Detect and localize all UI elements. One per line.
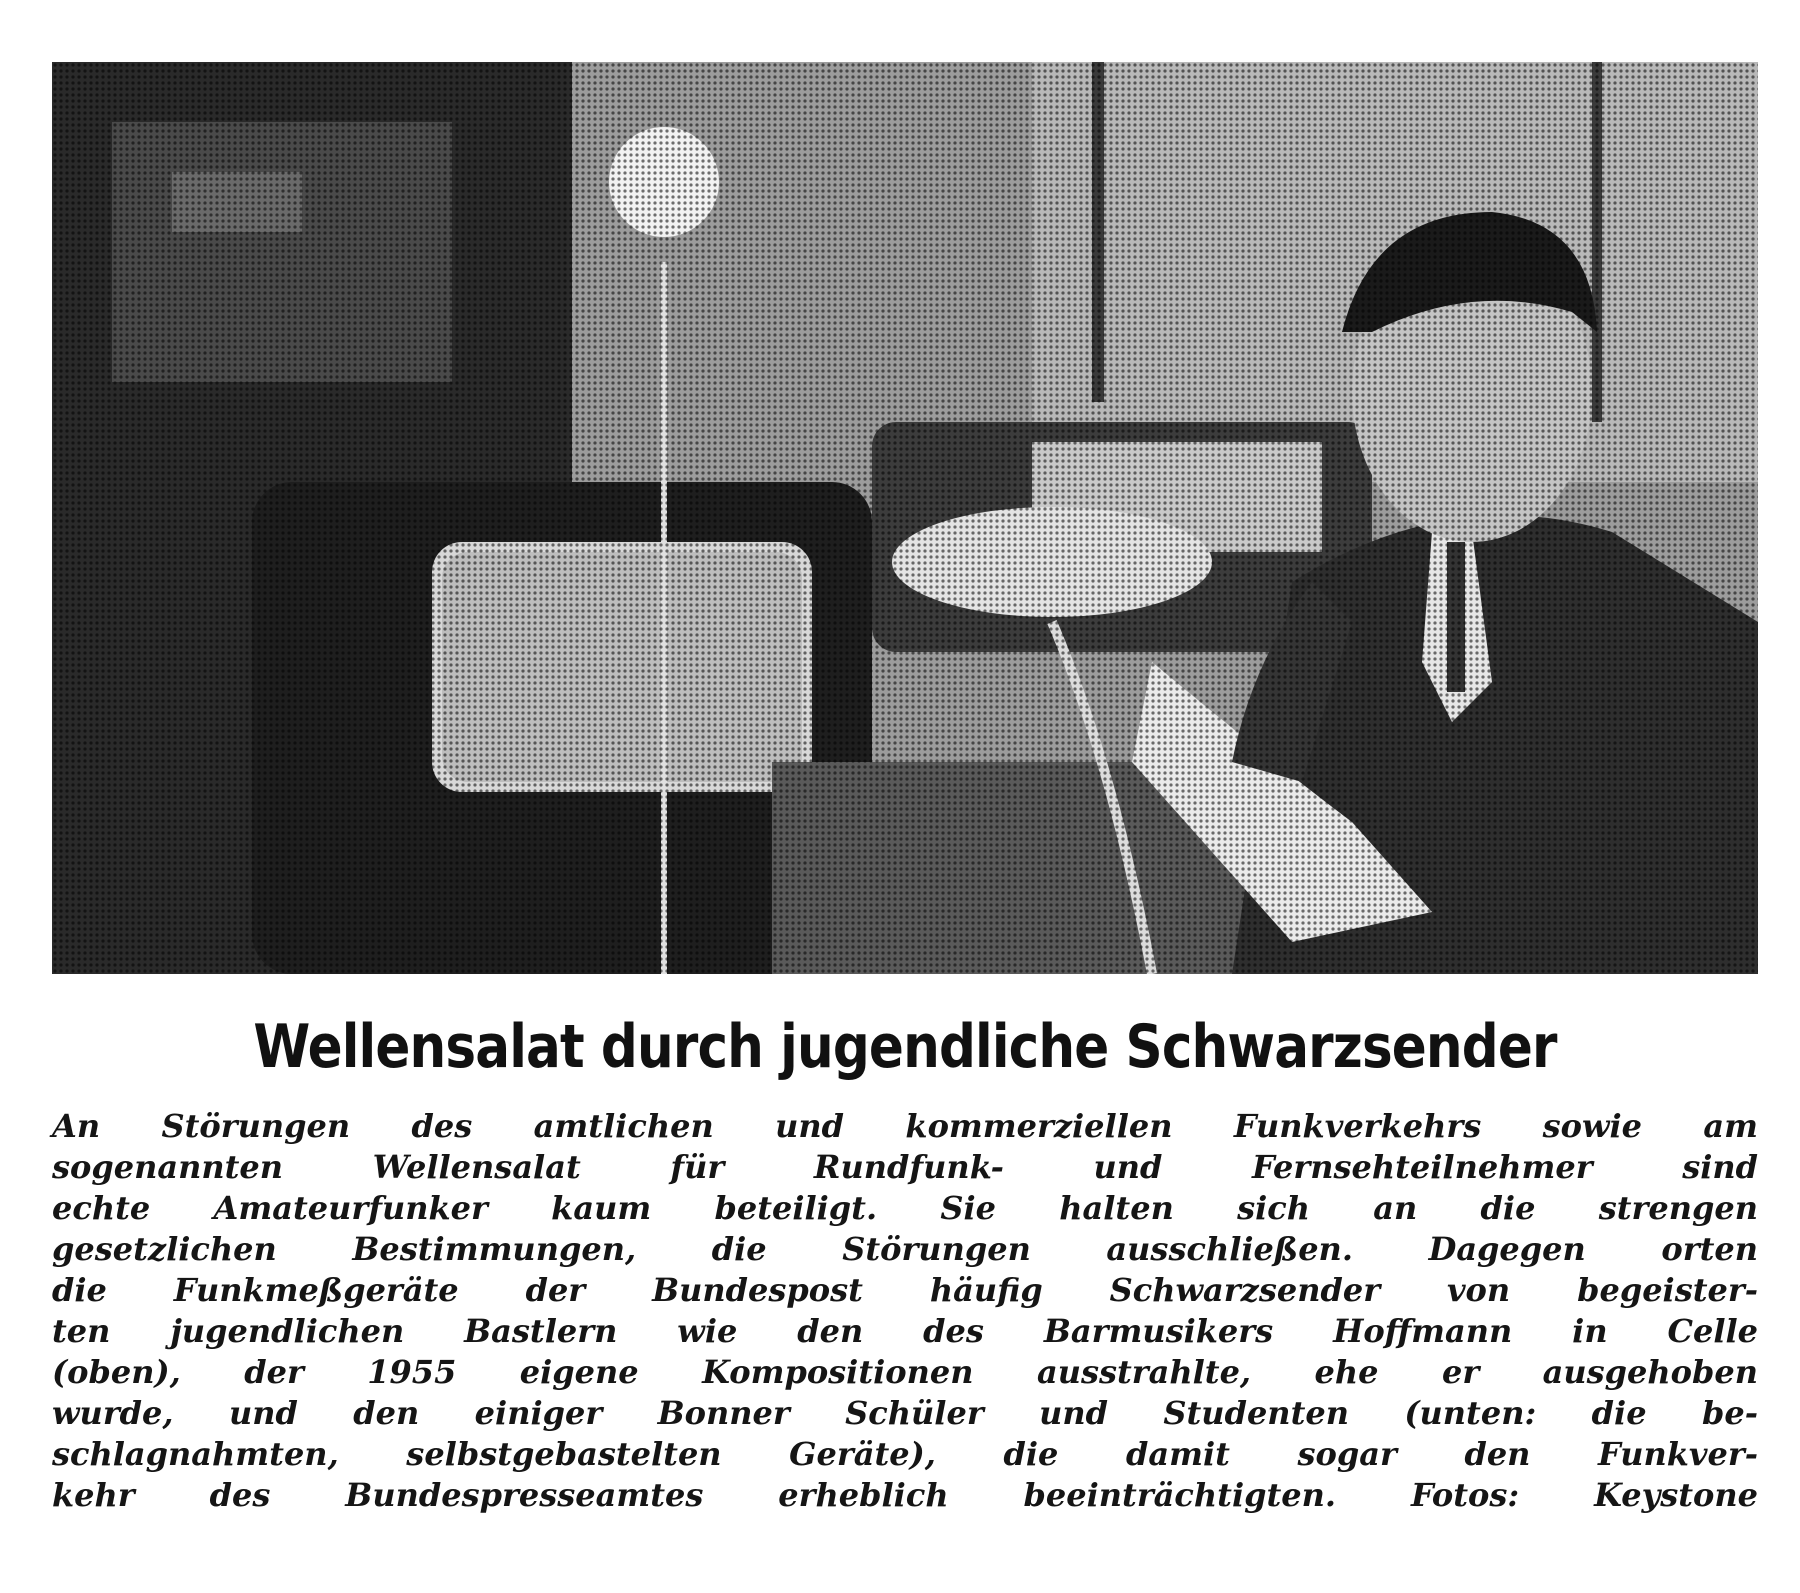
caption-line: ten jugendlichen Bastlern wie den des Barmusikers Hoffmann in Celle <box>52 1312 1758 1350</box>
caption-line: gesetzlichen Bestimmungen, die Störungen ausschließen. Dagegen orten <box>52 1230 1758 1268</box>
caption-line: echte Amateurfunker kaum beteiligt. Sie halten sich an die strengen <box>52 1189 1758 1227</box>
caption-line: kehr des Bundespresseamtes erheblich beeinträchtigten. Fotos: Keystone <box>52 1476 1758 1514</box>
headline: Wellensalat durch jugendliche Schwarzsender <box>253 1012 1557 1082</box>
caption-line: wurde, und den einiger Bonner Schüler und Studenten (unten: die be- <box>52 1394 1758 1432</box>
caption-line: schlagnahmten, selbstgebastelten Geräte), die damit sogar den Funkver- <box>52 1435 1758 1473</box>
photo-illustration <box>52 62 1758 974</box>
caption-line: sogenannten Wellensalat für Rundfunk- und Fernsehteilnehmer sind <box>52 1148 1758 1186</box>
halftone-photo <box>52 62 1758 974</box>
caption-line: (oben), der 1955 eigene Kompositionen ausstrahlte, ehe er ausgehoben <box>52 1353 1758 1391</box>
caption-line: die Funkmeßgeräte der Bundespost häufig Schwarzsender von begeister- <box>52 1271 1758 1309</box>
caption-line: An Störungen des amtlichen und kommerziellen Funkverkehrs sowie am <box>52 1107 1758 1145</box>
caption-text <box>52 1106 1758 1516</box>
